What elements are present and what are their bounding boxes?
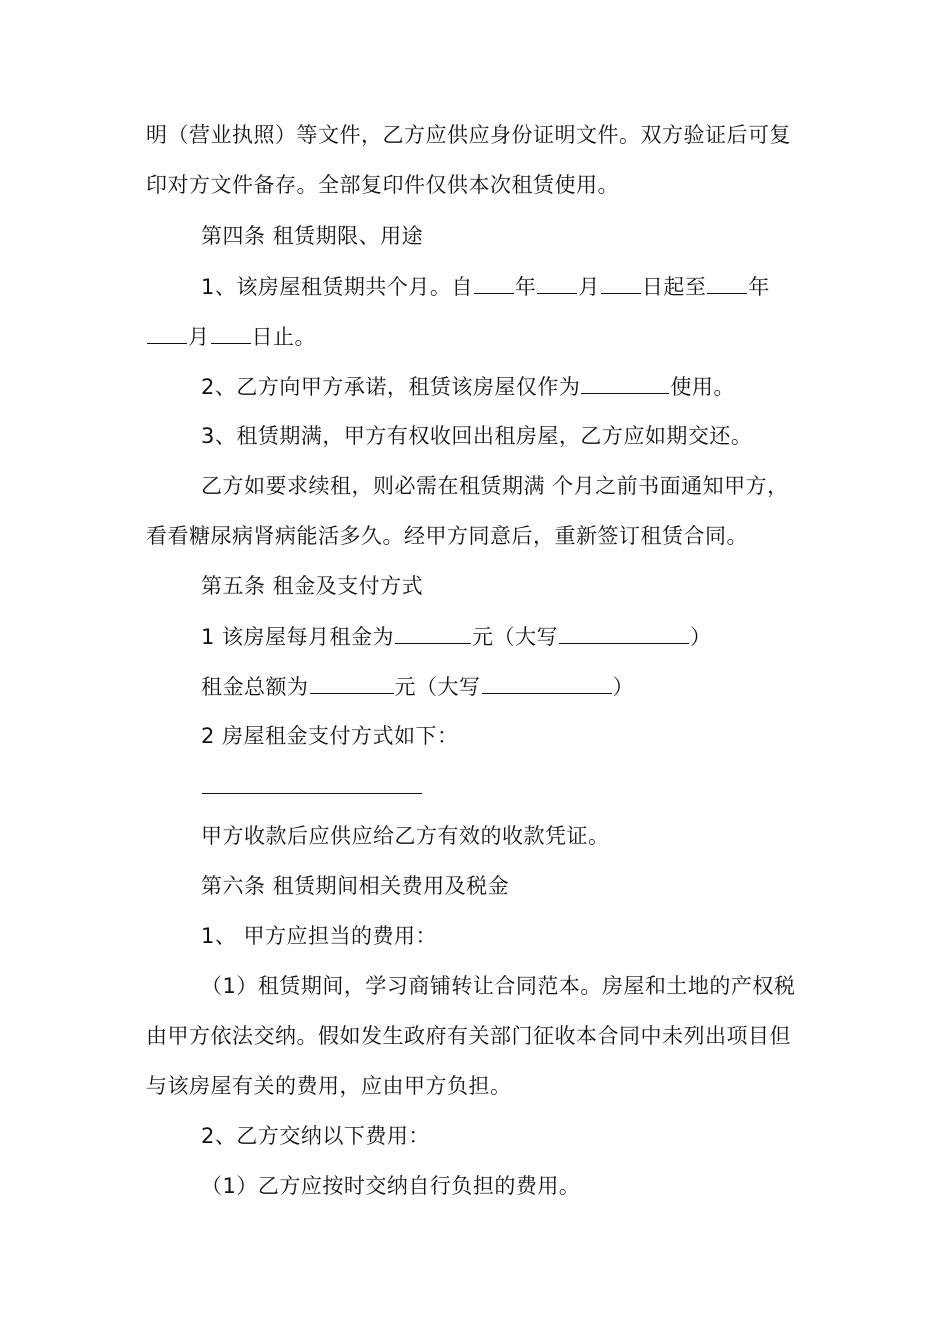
blank-line <box>310 671 394 694</box>
monthly-rent-suffix: ） <box>690 625 712 649</box>
term-year-label: 年 <box>514 275 537 299</box>
total-rent-middle: 元（大写 <box>394 675 481 699</box>
term-clause-continued <box>146 321 316 352</box>
blank-line <box>707 271 747 294</box>
use-clause-suffix: 使用。 <box>670 375 735 399</box>
payment-method-heading: 2 房屋租金支付方式如下： <box>201 724 459 748</box>
receipt-clause: 甲方收款后应供应给乙方有效的收款凭证。 <box>201 824 610 848</box>
article-6-heading: 第六条 租赁期间相关费用及税金 <box>201 874 510 898</box>
party-a-fee-item-continued: 与该房屋有关的费用，应由甲方负担。 <box>146 1074 512 1098</box>
term-clause-prefix: 1、该房屋租赁期共个月。自 <box>201 275 473 299</box>
party-a-fee-item-continued: 由甲方依法交纳。假如发生政府有关部门征收本合同中未列出项目但 <box>146 1024 791 1048</box>
blank-line <box>474 271 514 294</box>
blank-line <box>211 321 251 344</box>
total-rent-prefix: 租金总额为 <box>201 675 309 699</box>
blank-line <box>395 621 471 644</box>
total-rent-suffix: ） <box>612 675 634 699</box>
term-clause <box>201 271 770 302</box>
blank-line <box>537 271 577 294</box>
monthly-rent-prefix: 1 该房屋每月租金为 <box>201 625 395 649</box>
term-day-label: 日起至 <box>641 275 707 299</box>
blank-line <box>202 771 422 794</box>
blank-line <box>482 671 612 694</box>
expiry-clause: 3、租赁期满，甲方有权收回出租房屋，乙方应如期交还。 <box>201 424 753 448</box>
blank-line <box>601 271 641 294</box>
renewal-clause: 乙方如要求续租，则必需在租赁期满 个月之前书面通知甲方， <box>201 474 789 498</box>
use-clause-prefix: 2、乙方向甲方承诺，租赁该房屋仅作为 <box>201 375 581 399</box>
blank-line <box>559 621 689 644</box>
article-5-heading: 第五条 租金及支付方式 <box>201 574 424 598</box>
term-year-label: 年 <box>748 275 770 299</box>
monthly-rent-middle: 元（大写 <box>472 625 559 649</box>
article-4-heading: 第四条 租赁期限、用途 <box>201 224 424 248</box>
party-b-fees-heading: 2、乙方交纳以下费用： <box>201 1124 430 1148</box>
renewal-clause-continued: 看看糖尿病肾病能活多久。经甲方同意后，重新签订租赁合同。 <box>146 524 748 548</box>
term-month-label: 月 <box>188 325 210 349</box>
term-day-label: 日止。 <box>251 325 316 349</box>
total-rent-clause <box>201 671 634 702</box>
monthly-rent-clause <box>201 621 712 652</box>
blank-line <box>147 321 187 344</box>
party-a-fee-item: （1）租赁期间，学习商铺转让合同范本。房屋和土地的产权税 <box>201 974 796 998</box>
paragraph-line: 明（营业执照）等文件，乙方应供应身份证明文件。双方验证后可复 <box>146 123 791 147</box>
blank-line <box>581 371 669 394</box>
term-month-label: 月 <box>578 275 600 299</box>
payment-method-blank <box>201 771 423 802</box>
use-clause <box>201 371 735 402</box>
party-b-fee-item: （1）乙方应按时交纳自行负担的费用。 <box>201 1174 581 1198</box>
paragraph-line: 印对方文件备存。全部复印件仅供本次租赁使用。 <box>146 173 619 197</box>
party-a-fees-heading: 1、 甲方应担当的费用： <box>201 924 438 948</box>
